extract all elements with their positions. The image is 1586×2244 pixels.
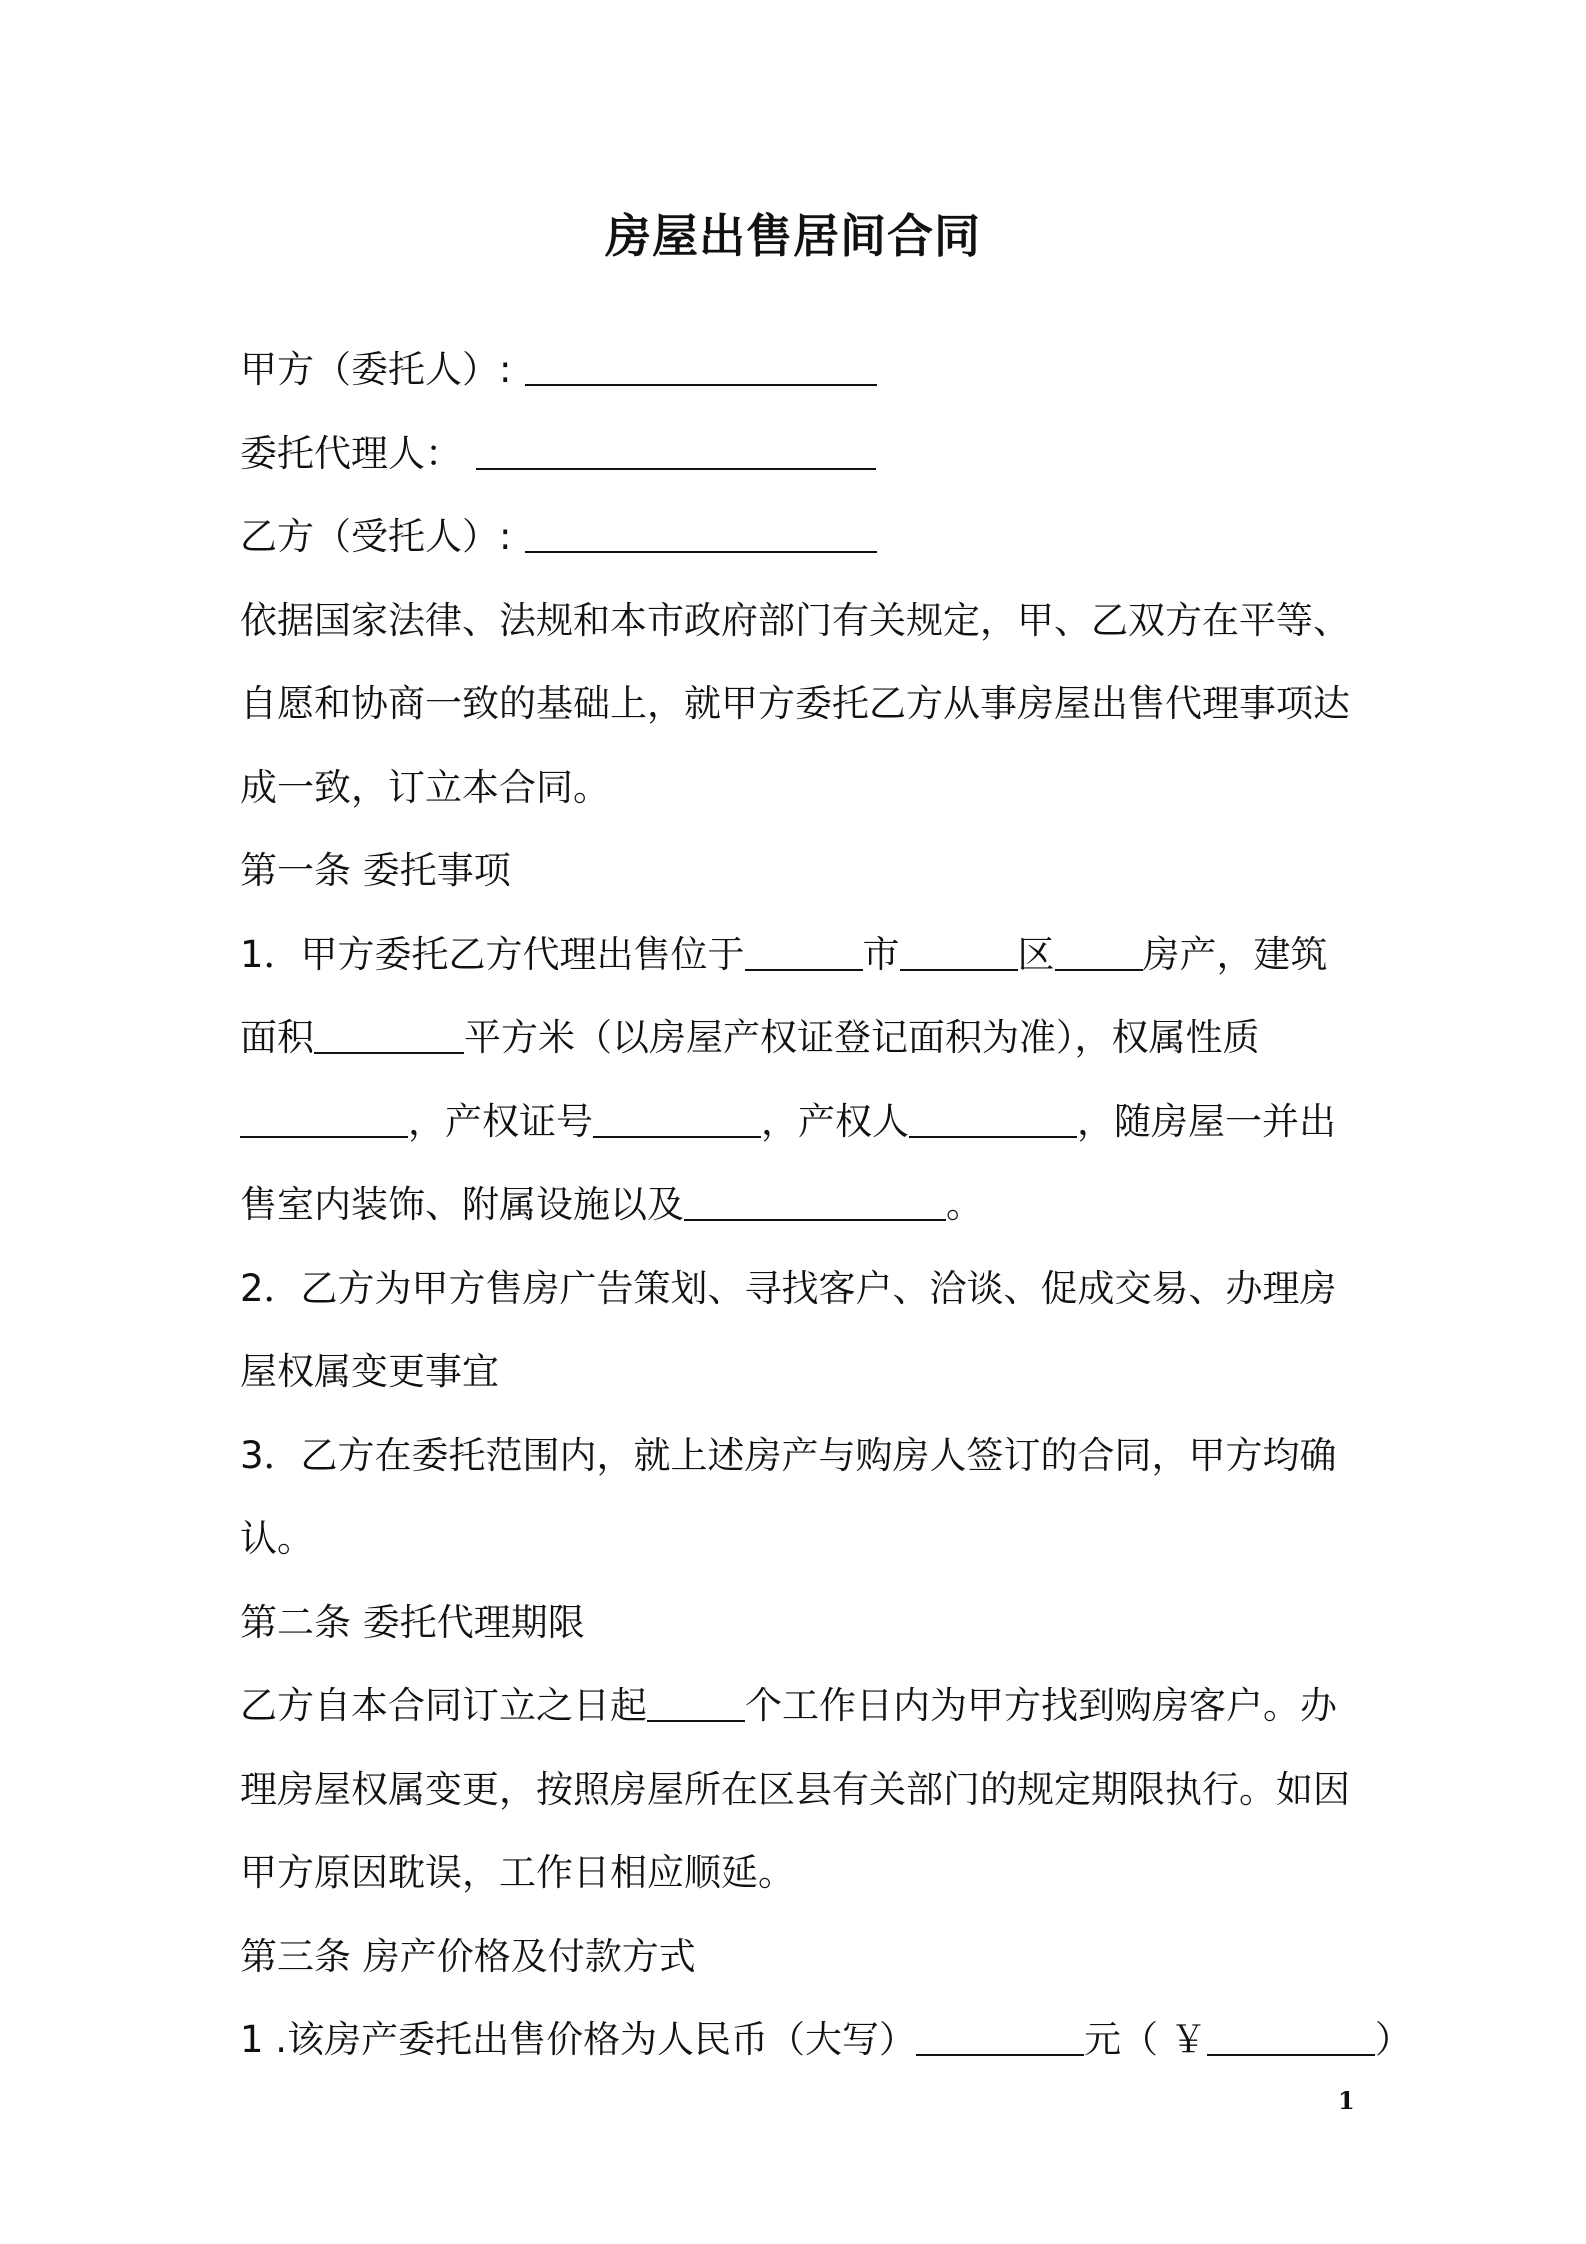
article-2-heading: 第二条 委托代理期限	[240, 1600, 585, 1644]
party-a-label: 甲方（委托人）:	[240, 348, 512, 391]
text-segment: ，随房屋一并出	[1077, 1099, 1336, 1143]
article-1-item-2-line-1: 2．乙方为甲方售房广告策划、寻找客户、洽谈、促成交易、办理房	[240, 1266, 1337, 1310]
party-b-label: 乙方（受托人）:	[240, 515, 512, 558]
district-blank	[900, 939, 1018, 971]
article-1-item-1-line-3	[240, 1080, 1360, 1164]
text-segment: 售室内装饰、附属设施以及	[240, 1183, 684, 1226]
article-1-item-1-line-2	[240, 996, 1360, 1080]
text-segment: 面积	[240, 1016, 314, 1059]
preamble-line-3: 成一致，订立本合同。	[240, 765, 610, 809]
page-number: 1	[1338, 2086, 1355, 2115]
article-1-item-1-line-1	[240, 913, 1360, 997]
text-segment: 个工作日内为甲方找到购房客户。办	[745, 1684, 1337, 1727]
price-words-blank	[916, 2024, 1084, 2056]
preamble-line-1: 依据国家法律、法规和本市政府部门有关规定，甲、乙双方在平等、	[240, 598, 1350, 642]
article-2-line-1	[240, 1664, 1360, 1748]
text-segment: ，产权证号	[408, 1099, 593, 1143]
agent-line	[240, 412, 1360, 496]
included-items-blank	[684, 1189, 946, 1221]
document-body	[240, 328, 1412, 2082]
working-days-blank	[647, 1690, 745, 1722]
party-b-blank	[525, 521, 877, 553]
document-title: 房屋出售居间合同	[605, 209, 981, 263]
party-b-line	[240, 495, 1360, 579]
agent-blank	[476, 438, 876, 470]
article-2-line-3: 甲方原因耽误，工作日相应顺延。	[240, 1851, 795, 1894]
text-segment: 。	[946, 1183, 983, 1226]
owner-blank	[909, 1106, 1077, 1138]
agent-label: 委托代理人：	[240, 431, 462, 475]
article-1-item-1-line-4	[240, 1163, 1360, 1247]
text-segment: 1．甲方委托乙方代理出售位于	[240, 932, 745, 976]
property-blank	[1055, 939, 1143, 971]
article-1-item-3-line-2: 认。	[240, 1517, 314, 1560]
city-blank	[745, 939, 863, 971]
text-segment: ，产权人	[761, 1099, 909, 1143]
text-segment: 区	[1017, 932, 1055, 976]
party-a-line	[240, 328, 1360, 412]
article-3-heading: 第三条 房产价格及付款方式	[240, 1934, 696, 1978]
article-3-item-1-line-1	[240, 1998, 1412, 2082]
text-segment: 平方米（以房屋产权证登记面积为准），权属性质	[464, 1016, 1260, 1059]
price-figures-blank	[1207, 2024, 1375, 2056]
text-segment: 元（ ￥	[1084, 2018, 1207, 2061]
text-segment: 1 .该房产委托出售价格为人民币（大写）	[240, 2018, 917, 2061]
text-segment: 乙方自本合同订立之日起	[240, 1684, 647, 1727]
article-2-line-2: 理房屋权属变更，按照房屋所在区县有关部门的规定期限执行。如因	[240, 1767, 1350, 1811]
text-segment: 市	[862, 932, 900, 976]
ownership-nature-blank	[240, 1106, 408, 1138]
article-1-heading: 第一条 委托事项	[240, 849, 511, 892]
text-segment: 房产，建筑	[1142, 932, 1328, 976]
preamble-line-2: 自愿和协商一致的基础上，就甲方委托乙方从事房屋出售代理事项达	[240, 682, 1350, 725]
article-1-item-2-line-2: 屋权属变更事宜	[240, 1350, 499, 1393]
area-blank	[314, 1022, 464, 1054]
party-a-blank	[525, 354, 877, 386]
certificate-number-blank	[593, 1106, 761, 1138]
article-1-item-3-line-1: 3．乙方在委托范围内，就上述房产与购房人签订的合同，甲方均确	[240, 1433, 1337, 1477]
text-segment: ）	[1374, 2018, 1412, 2061]
